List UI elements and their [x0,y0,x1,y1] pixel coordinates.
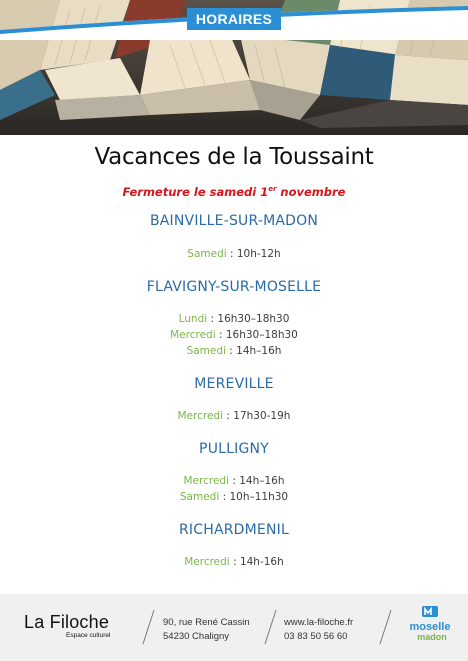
phone-number: 03 83 50 56 60 [284,631,348,642]
address [163,616,250,644]
hours-badge: HORAIRES [187,8,281,30]
divider [379,610,391,644]
hours-line: Mercredi : 14h-16h [184,556,284,568]
divider [264,610,276,644]
address-line-1: 90, rue René Cassin [163,617,250,628]
website-link[interactable]: www.la-filoche.fr [284,617,354,628]
contact [284,616,353,644]
la-filoche-logo: La Filoche [24,612,110,632]
svg-text:madon: madon [417,632,447,642]
hours-line: Samedi : 14h–16h [186,345,282,357]
address-line-2: 54230 Chaligny [163,631,230,642]
footer [0,594,468,661]
location-name: PULLIGNY [199,441,269,457]
hours-line: Lundi : 16h30–18h30 [178,313,290,325]
la-filoche-tagline: Espace culturel [66,632,111,639]
divider [142,610,154,644]
location-name: RICHARDMENIL [179,522,289,538]
hours-line: Samedi : 10h-12h [187,248,281,260]
location-name: FLAVIGNY-SUR-MOSELLE [146,279,322,295]
hours-line: Samedi : 10h–11h30 [179,491,289,503]
header-banner [0,0,468,135]
hours-line: Mercredi : 16h30–18h30 [170,329,298,341]
svg-text:moselle: moselle [409,621,451,633]
location-name: MEREVILLE [194,376,274,392]
closure-notice: Fermeture le samedi 1er novembre [122,185,346,199]
page-title: Vacances de la Toussaint [94,144,374,170]
hours-line: Mercredi : 17h30-19h [177,410,291,422]
hours-line: Mercredi : 14h–16h [183,475,285,487]
location-name: BAINVILLE-SUR-MADON [149,213,319,229]
moselle-madon-logo [408,606,452,646]
